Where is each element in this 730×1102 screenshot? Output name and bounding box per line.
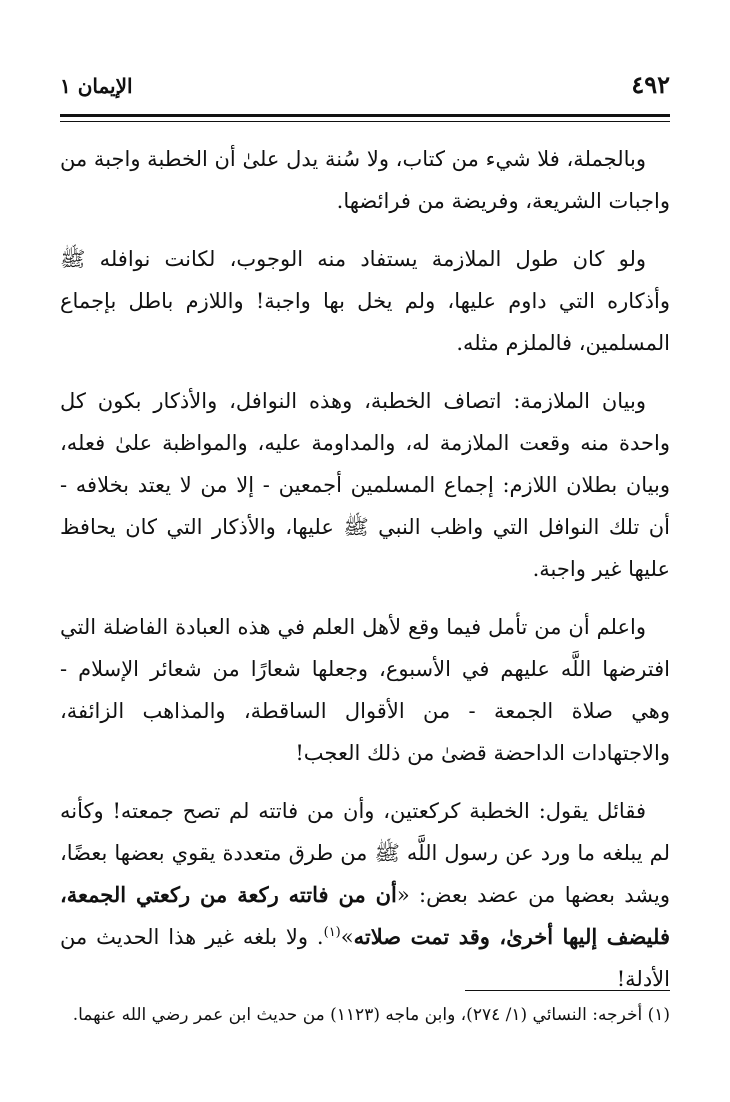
paragraph-5-intro: فقائل يقول: الخطبة كركعتين، وأن من فاتته لم تصح جمعته! وكأنه لم يبلغه ما ورد عن رسول اللَّه ﷺ من طرق متعددة يقوي بعضها بعضًا، ويشد بعضها من عضد بعض: « [60,799,670,907]
paragraph-4: واعلم أن من تأمل فيما وقع لأهل العلم في هذه العبادة الفاضلة التي افترضها اللَّه عليهم في الأسبوع، وجعلها شعارًا من شعائر الإسلام - وهي صلاة الجمعة - من الأقوال الساقطة، والمذاهب الزائفة، والاجتهادات الداحضة قضىٰ من ذلك العجب! [60,615,670,765]
header-rule-thin [60,121,670,122]
footnote-ref: (١) [323,925,341,940]
paragraph-5-end: . ولا بلغه غير هذا الحديث من الأدلة! [60,925,670,991]
page-number: ٤٩٢ [631,70,670,99]
footnote: (١) أخرجه: النسائي (١/ ٢٧٤)، وابن ماجه (١١٢٣) من حديث ابن عمر رضي الله عنهما. [72,1005,670,1025]
quote-close: » [340,925,354,949]
paragraph-3: وبيان الملازمة: اتصاف الخطبة، وهذه النوافل، والأذكار بكون كل واحدة منه وقعت الملازمة له، والمداومة عليه، والمواظبة علىٰ فعله، وبيان بطلان اللازم: إجماع المسلمين أجمعين - إلا من لا يعتد بخلافه - أن تلك النوافل التي واظب النبي ﷺ عليها، والأذكار التي كان يحافظ عليها غير واجبة. [60,389,670,581]
main-text [60,138,670,1016]
running-title: الإيمان ١ [60,74,133,98]
paragraph-2: ولو كان طول الملازمة يستفاد منه الوجوب، لكانت نوافله ﷺ وأذكاره التي داوم عليها، ولم يخل بها واجبة! واللازم باطل بإجماع المسلمين، فالملزم مثله. [60,247,670,355]
paragraph-5 [60,790,670,1000]
page-header [60,68,670,108]
hadith-quote: أن من فاتته ركعة من ركعتي الجمعة، فليضف إليها أخرىٰ، وقد تمت صلاته [60,882,670,949]
header-rule-thick [60,114,670,117]
footnote-rule [465,990,670,991]
paragraph-1: وبالجملة، فلا شيء من كتاب، ولا سُنة يدل علىٰ أن الخطبة واجبة من واجبات الشريعة، وفريضة من فرائضها. [60,147,670,213]
